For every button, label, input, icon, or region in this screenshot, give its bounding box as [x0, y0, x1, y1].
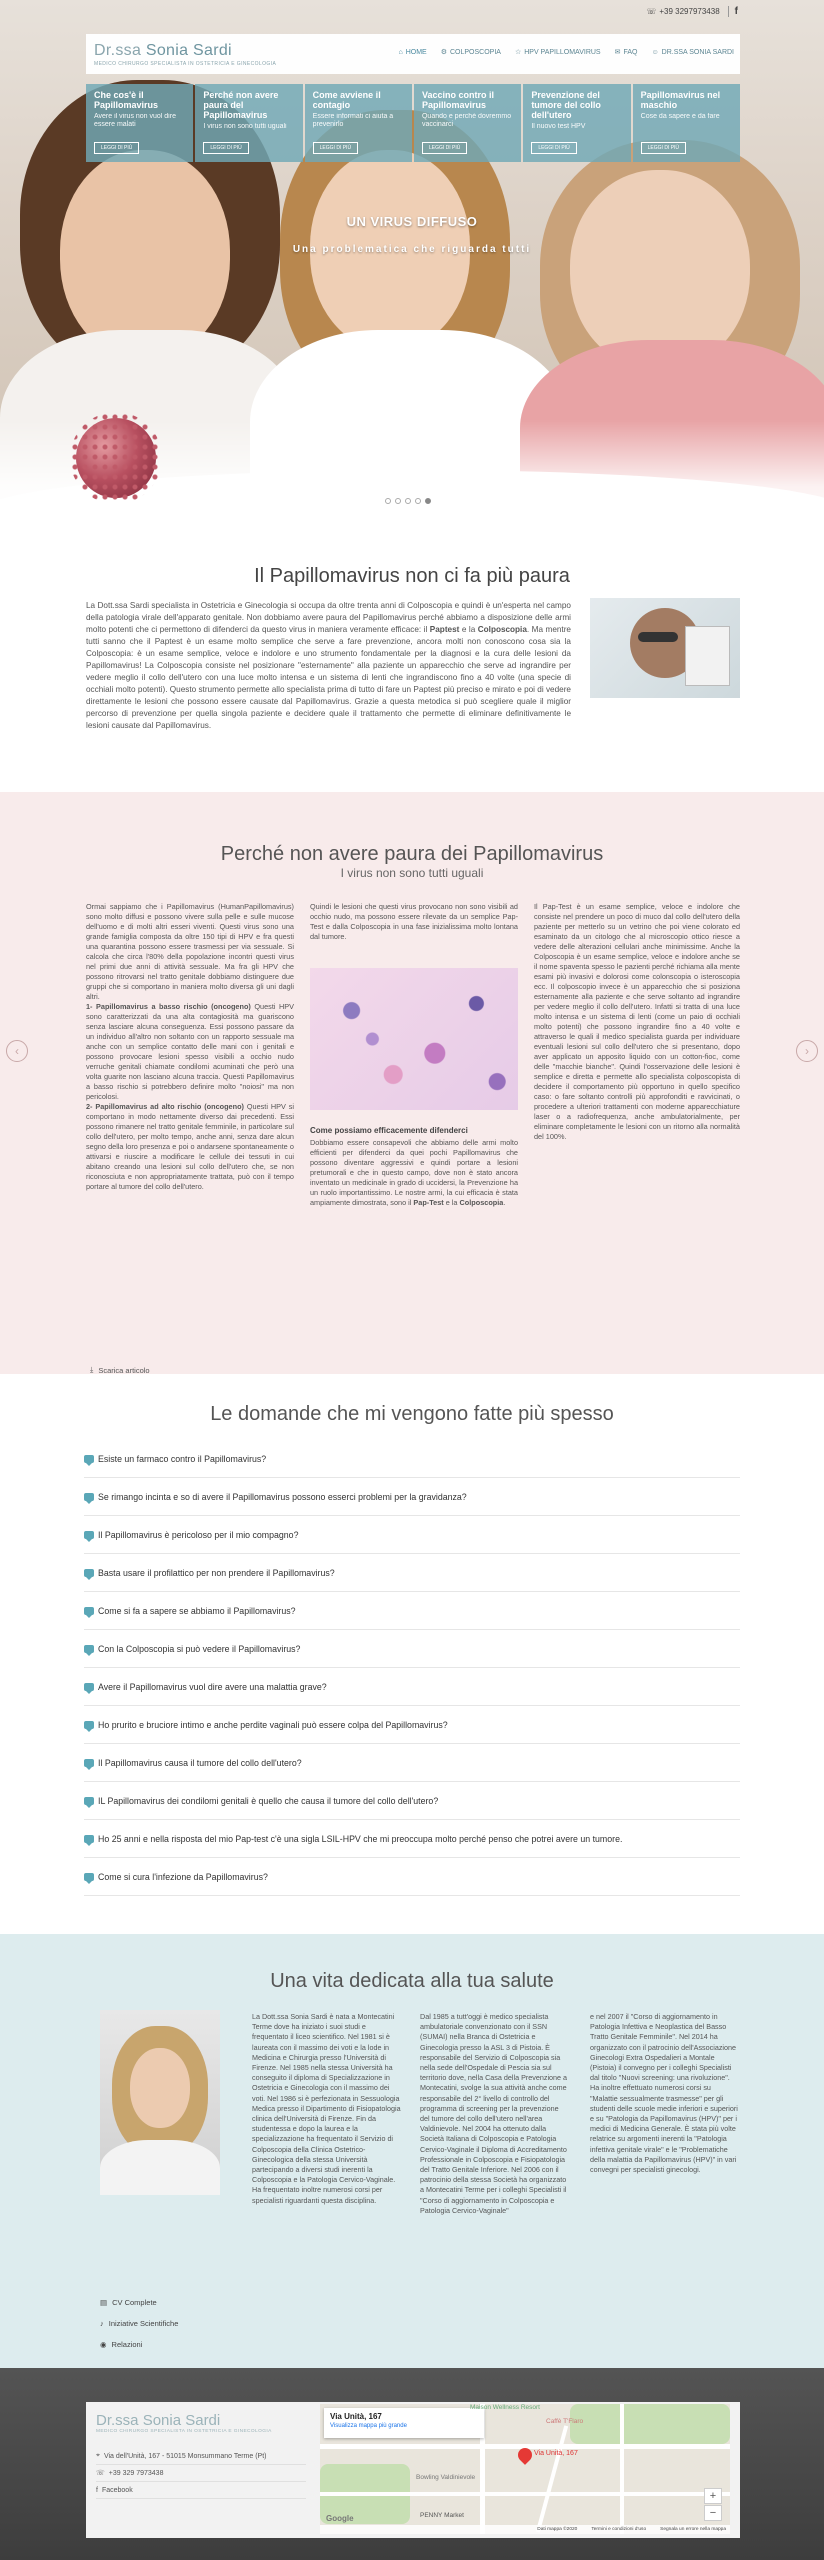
phone-link[interactable]: ☏ +39 3297973438	[646, 7, 720, 16]
speech-bubble-icon	[84, 1531, 94, 1539]
slider-dot[interactable]	[405, 498, 411, 504]
cv-link[interactable]: ▤ CV Complete	[100, 2298, 157, 2307]
topic-card[interactable]: Come avviene il contagio Essere informati ci aiuta a prevenirlo LEGGI DI PIÙ	[305, 84, 412, 162]
download-article-link[interactable]: ⤓ Scarica articolo	[90, 1365, 150, 1375]
nav-item-doctor[interactable]: ☺ DR.SSA SONIA SARDI	[651, 48, 734, 56]
next-arrow-icon[interactable]: ›	[796, 1040, 818, 1062]
footer-logo[interactable]: Dr.ssa Sonia Sardi MEDICO CHIRURGO SPECIALISTA IN OSTETRICIA E GINECOLOGIA	[96, 2412, 272, 2434]
speech-bubble-icon	[84, 1835, 94, 1843]
speaker-icon: ◉	[100, 2340, 107, 2349]
top-bar	[0, 0, 824, 28]
faq-item[interactable]: Come si fa a sapere se abbiamo il Papillomavirus?	[84, 1592, 740, 1630]
doctor-portrait	[100, 2010, 220, 2195]
speech-bubble-icon	[84, 1797, 94, 1805]
faq-item[interactable]: Se rimango incinta e so di avere il Papillomavirus possono esserci problemi per la gravidanza?	[84, 1478, 740, 1516]
cells-microscope-image	[310, 968, 518, 1110]
slider-dot[interactable]	[415, 498, 421, 504]
hero-title: UN VIRUS DIFFUSO	[346, 214, 478, 229]
speech-bubble-icon	[84, 1569, 94, 1577]
map-report-link[interactable]: Segnala un errore nella mappa	[660, 2527, 726, 2532]
fear-column-2: Quindi le lesioni che questi virus provocano non sono visibili ad occhio nudo, ma possono essere rilevate da un semplice Pap-Test e dalla Colposcopia in una fase inizialissima molto lontana dal tumore.	[310, 902, 518, 941]
slider-dot-active[interactable]	[425, 498, 431, 504]
topic-card[interactable]: Che cos'è il Papillomavirus Avere il virus non vuol dire essere malati LEGGI DI PIÙ	[86, 84, 193, 162]
fear-column-1: Ormai sappiamo che i Papillomavirus (HumanPapillomavirus) sono molto diffusi e possono vivere sulla pelle e sulle mucose dell'uomo e di molti altri esseri viventi. Questi virus sono una grande famiglia composta da oltre 150 tipi di HPV e fra questi una quarantina possono essere trasmessi per via sessuale. Si calcola che circa l'80% della popolazione incontri questi virus nel primi due anni di attività sessuale. Ma fra gli HPV che possono ritrovarsi nel tratto genitale dobbiamo distinguere due gruppi che si comportano in maniera molto diversa gli uni dagli altri. 1- Papillomavirus a basso rischio (oncogeno) Questi HPV sono caratterizzati da una alta contagiosità ma guariscono senza lasciare alcuna conseguenza. Essi possono passare da un individuo all'altro non soltanto con un rapporto sessuale ma anche con un semplice contatto delle mani con i genitali e possono provocare lesioni spesso visibili a occhio nudo verruche genitali chiamate condilomi acuminati che però una volta guarite non lasciano alcuna traccia. Questi Papillomavirus a basso rischio si potrebbero definire molto "noiosi" ma non pericolosi. 2- Papillomavirus ad alto rischio (oncogeno) Questi HPV si comportano in modo nettamente diverso dai precedenti. Essi possono rimanere nel tratto genitale femminile, in particolare sul collo dell'utero, per molto tempo, anche anni, senza dare alcun segno della loro presenza e poi o andarsene spontaneamente o attivarsi e riuscire a modificare le cellule dei tessuti in cui abitano creando una lesioni sul collo dell'utero che, se non riconosciuta e non appropriatamente trattata, può con il tempo portare al tumore del collo dell'utero.	[86, 902, 294, 1191]
about-column-3: e nel 2007 il "Corso di aggiornamento in Patologia Infettiva e Neoplastica del Basso Tratto Genitale Femminile". Nel 2014 ha organizzato con il patrocinio dell'Associazione Ginecologi Extra Ospedalieri a Montale (Pistoia) il convegno per i colleghi Specialisti dal titolo "Nuovi screening: una rivoluzione". Ha inoltre effettuato numerosi corsi su "Malattie sessualmente trasmesse" per gli studenti delle scuole medie inferiori e superiori e su "Patologia da Papillomavirus (HPV)" per i medici di Medicina Generale. È stata più volte relatrice su argomenti inerenti la "Patologia infettiva genitale virale" e le "Problematiche della malattia da Papillomavirus (HPV)" in vari convegni per specialisti ginecologi.	[590, 2012, 738, 2175]
about-title: Una vita dedicata alla tua salute	[270, 1970, 554, 1992]
map-footer: Dati mappa ©2020 Termini e condizioni d'uso Segnala un errore nella mappa	[320, 2525, 730, 2534]
speech-bubble-icon	[84, 1493, 94, 1501]
faq-item[interactable]: Con la Colposcopia si può vedere il Papillomavirus?	[84, 1630, 740, 1668]
speech-bubble-icon	[84, 1455, 94, 1463]
phone-icon: ☏	[96, 2470, 105, 2477]
footer-contacts	[96, 2448, 306, 2499]
nav-item-faq[interactable]: ✉ FAQ	[614, 48, 638, 56]
nav-item-home[interactable]: ⌂ HOME	[398, 48, 427, 56]
chat-icon: ✉	[614, 49, 621, 56]
footer-facebook[interactable]: f Facebook	[96, 2482, 306, 2499]
map-place-card: Via Unità, 167 Visualizza mappa più grande	[324, 2408, 484, 2438]
faq-item[interactable]: Il Papillomavirus causa il tumore del collo dell'utero?	[84, 1744, 740, 1782]
slider-dots	[385, 498, 431, 504]
read-more-button[interactable]: LEGGI DI PIÙ	[94, 142, 139, 154]
read-more-button[interactable]: LEGGI DI PIÙ	[531, 142, 576, 154]
phone-icon: ☏	[646, 7, 657, 16]
faq-list	[84, 1440, 740, 1896]
topic-card[interactable]: Papillomavirus nel maschio Cose da sapere e da fare LEGGI DI PIÙ	[633, 84, 740, 162]
prev-arrow-icon[interactable]: ‹	[6, 1040, 28, 1062]
slider-dot[interactable]	[385, 498, 391, 504]
speech-bubble-icon	[84, 1683, 94, 1691]
site-logo[interactable]: Dr.ssa Sonia Sardi MEDICO CHIRURGO SPECIALISTA IN OSTETRICIA E GINECOLOGIA	[94, 42, 277, 67]
faq-item[interactable]: Ho 25 anni e nella risposta del mio Pap-test c'è una sigla LSIL-HPV che mi preoccupa molto perché penso che potrei avere un tumore.	[84, 1820, 740, 1858]
gear-icon: ⚙	[440, 49, 447, 56]
faq-item[interactable]: IL Papillomavirus dei condilomi genitali è quello che causa il tumore del collo dell'utero?	[84, 1782, 740, 1820]
speech-bubble-icon	[84, 1645, 94, 1653]
google-logo: Google	[326, 2514, 354, 2523]
intro-title: Il Papillomavirus non ci fa più paura	[254, 565, 570, 587]
microscope-photo	[590, 598, 740, 698]
read-more-button[interactable]: LEGGI DI PIÙ	[641, 142, 686, 154]
hero-subtitle: Una problematica che riguarda tutti	[292, 244, 532, 255]
slider-dot[interactable]	[395, 498, 401, 504]
home-icon: ⌂	[398, 48, 403, 56]
zoom-in-button[interactable]: +	[704, 2488, 722, 2504]
nav-item-colposcopia[interactable]: ⚙ COLPOSCOPIA	[440, 48, 501, 56]
zoom-out-button[interactable]: −	[704, 2505, 722, 2521]
faq-title: Le domande che mi vengono fatte più spesso	[210, 1403, 614, 1425]
larger-map-link[interactable]: Visualizza mappa più grande	[330, 2423, 407, 2429]
footer-address: ⌖ Via dell'Unità, 167 - 51015 Monsummano Terme (Pt)	[96, 2448, 306, 2465]
faq-item[interactable]: Avere il Papillomavirus vuol dire avere una malattia grave?	[84, 1668, 740, 1706]
download-icon: ⤓	[90, 1365, 94, 1374]
virus-illustration	[76, 418, 156, 498]
reports-link[interactable]: ◉ Relazioni	[100, 2340, 143, 2349]
about-column-2: Dal 1985 a tutt'oggi è medico specialista ambulatoriale convenzionato con il SSN (SUMAI) nella Branca di Ostetricia e Ginecologia presso la ASL 3 di Pistoia. È responsabile del Servizio di Colposcopia sia nella sede dell'Ospedale di Pescia sia sul territorio dove, nella Casa della Prevenzione a Montecatini, svolge la sua attività anche come responsabile del 2° livello di controllo del programma di screening per la prevenzione del tumore del collo dell'utero nell'area Valdinievole. Nel 2004 ha ottenuto dalla Società Italiana di Colposcopia e Patologia Cervico-Vaginale il Diploma di Accreditamento Professionale in Colposcopia e Fisiopatologia del Tratto Genitale Inferiore. Nel 2006 con il patrocinio della stessa Società ha organizzato a Montecatini Terme per i colleghi Specialisti il "Corso di aggiornamento in Colposcopia e Patologia Cervico-Vaginale"	[420, 2012, 568, 2215]
google-map[interactable]: Via Unità, 167 Visualizza mappa più grande Maison Wellness Resort Caffè T'Flaro Bowling Valdinievole PENNY Market Via Unità, 167 + − Google Dati mappa ©2020 Termini e condizioni d'uso Segnala un errore nella mappa	[320, 2404, 730, 2534]
map-terms-link[interactable]: Termini e condizioni d'uso	[591, 2527, 647, 2532]
document-icon: ▤	[100, 2298, 108, 2307]
topic-card[interactable]: Prevenzione del tumore del collo dell'utero Il nuovo test HPV LEGGI DI PIÙ	[523, 84, 630, 162]
fear-title: Perché non avere paura dei Papillomavirus	[220, 843, 604, 865]
faq-item[interactable]: Basta usare il profilattico per non prendere il Papillomavirus?	[84, 1554, 740, 1592]
speech-bubble-icon	[84, 1873, 94, 1881]
read-more-button[interactable]: LEGGI DI PIÙ	[313, 142, 358, 154]
fear-column-2-defense: Come possiamo efficacemente difenderci Dobbiamo essere consapevoli che abbiamo delle armi molto efficienti per difenderci da quei pochi Papillomavirus che possono diventare aggressivi e quindi portare a lesioni pretumorali e che in questo campo, dove non è stato ancora inventato un medicinale in grado di uccidersi, la Prevenzione ha un ruolo importantissimo. Le nostre armi, la cui efficacia è stata ampiamente dimostrata, sono il Pap-Test e la Colposcopia.	[310, 1126, 518, 1207]
user-icon: ☺	[651, 48, 659, 56]
topic-card[interactable]: Vaccino contro il Papillomavirus Quando e perché dovremmo vaccinarci LEGGI DI PIÙ	[414, 84, 521, 162]
faq-item[interactable]: Esiste un farmaco contro il Papillomavirus?	[84, 1440, 740, 1478]
faq-item[interactable]: Ho prurito e bruciore intimo e anche perdite vaginali può essere colpa del Papillomavirus?	[84, 1706, 740, 1744]
fear-column-3: Il Pap-Test è un esame semplice, veloce e indolore che consiste nel prendere un poco di muco dal collo dell'utero della paziente per metterlo su un vetrino che poi viene colorato ed esaminato da un citologo che al microscopio ottico riesce a vedere delle alterazioni cellulari anche minimissime. Anche la Colposcopia è un esame semplice, veloce e indolore anche se il nome spaventa spesso le pazienti perché richiama alla mente esami più invasivi e dolorosi come colonscopia o isteroscopia ecc. Il colposcopio invece è un apparecchio che si posiziona esternamente alla paziente e che serve soltanto ad ingrandire per vedere meglio il collo dell'utero. Infatti si tratta di una luce molto intensa e un sistema di lenti (come un paio di occhiali molto potenti) che possono ingrandire fino a 40 volte e attraverso le quali il medico specialista guarda per individuare eventuali lesioni sul collo dell'utero che si presentano, dopo aver applicato un apposito liquido con un cotton-fioc, come delle "macchie bianche". Quindi l'osservazione delle lesioni è semplice e diretta e permette allo specialista colposcopista di decidere il comportamento più opportuno in quello specifico caso: o fare soltanto controlli più approfonditi e ravvicinati, o procedere a ulteriori trattamenti con moderne apparecchiature laser o a radiofrequenza, anche ambulatorialmente, per eliminare completamente le lesioni con un ritorno alla normalità del 100%.	[534, 902, 740, 1141]
about-links	[100, 2292, 178, 2355]
intro-text: La Dott.ssa Sardi specialista in Ostetricia e Ginecologia si occupa da oltre trenta anni di Colposcopia e quindi è un'esperta nel campo della patologia virale dell'apparato genitale. Non dobbiamo avere paura del Papillomavirus perché abbiamo a disposizione delle armi molto potenti che ci permettono di difenderci da questo virus in maniera veramente efficace: il Paptest e la Colposcopia. Ma mentre tutti sanno che il Paptest è un esame molto semplice che serve a fare prevenzione, ancora molti non conoscono cosa sia la Colposcopia: è un esame semplice, veloce e indolore e uno strumento fondamentale per la diagnosi e la cura delle lesioni da Papillomavirus! La Colposcopia consiste nel posizionare "esternamente" alla paziente un apparecchio che serve ad ingrandire per vedere meglio il collo dell'utero con una luce molto intensa e un sistema di lenti che ingrandiscono fino a 40 volte (una specie di occhiali molto potenti). Questo strumento permette allo specialista prima di tutto di fare un Paptest più preciso e mirato e poi di vedere direttamente le lesioni che possono essere causate dal Papillomavirus. Grazie a questa metodica si può scegliere quale il miglior percorso di prevenzione per quella singola paziente e decidere quale il trattamento che permette di eliminare definitivamente le lesioni causate dal Papillomavirus.	[86, 601, 571, 730]
location-pin-icon: ⌖	[96, 2452, 100, 2459]
fear-subtitle: I virus non sono tutti uguali	[340, 866, 484, 880]
music-note-icon: ♪	[100, 2319, 104, 2328]
speech-bubble-icon	[84, 1607, 94, 1615]
faq-item[interactable]: Come si cura l'infezione da Papillomavirus?	[84, 1858, 740, 1896]
topic-card[interactable]: Perché non avere paura del Papillomavirus I virus non sono tutti uguali LEGGI DI PIÙ	[195, 84, 302, 162]
facebook-icon[interactable]: f	[728, 6, 738, 17]
faq-item[interactable]: Il Papillomavirus è pericoloso per il mio compagno?	[84, 1516, 740, 1554]
footer-phone[interactable]: ☏ +39 329 7973438	[96, 2465, 306, 2482]
read-more-button[interactable]: LEGGI DI PIÙ	[422, 142, 467, 154]
topics-bar	[86, 84, 740, 162]
facebook-icon: f	[96, 2486, 98, 2494]
main-nav	[398, 48, 734, 56]
star-icon: ☆	[514, 49, 522, 56]
speech-bubble-icon	[84, 1759, 94, 1767]
about-column-1: La Dott.ssa Sonia Sardi è nata a Montecatini Terme dove ha iniziato i suoi studi e frequentato il liceo scientifico. Nel 1981 si è laureata con il massimo dei voti e la lode in Medicina e Chirurgia presso l'Università di Firenze. Nel 1985 nella stessa Università ha conseguito il diploma di Specializzazione in Ostetricia e Ginecologia con il massimo dei voti. Nel 1986 si è perfezionata in Sessuologia Medica presso il Dipartimento di Fisiopatologia clinica dell'Università di Firenze. Fin da studentessa e dopo la laurea e la specializzazione ha frequentato il Servizio di Colposcopia della Clinica Ostetrico-Ginecologica della stessa Università partecipando a diversi studi inerenti la Colposcopia e la Patologia Cervico-Vaginale. Ha frequentato inoltre numerosi corsi per specialisti riguardanti questa disciplina.	[252, 2012, 401, 2205]
nav-item-hpv[interactable]: ☆ HPV PAPILLOMAVIRUS	[514, 48, 601, 56]
scientific-initiatives-link[interactable]: ♪ Iniziative Scientifiche	[100, 2319, 179, 2328]
site-header	[86, 34, 740, 74]
speech-bubble-icon	[84, 1721, 94, 1729]
read-more-button[interactable]: LEGGI DI PIÙ	[203, 142, 248, 154]
